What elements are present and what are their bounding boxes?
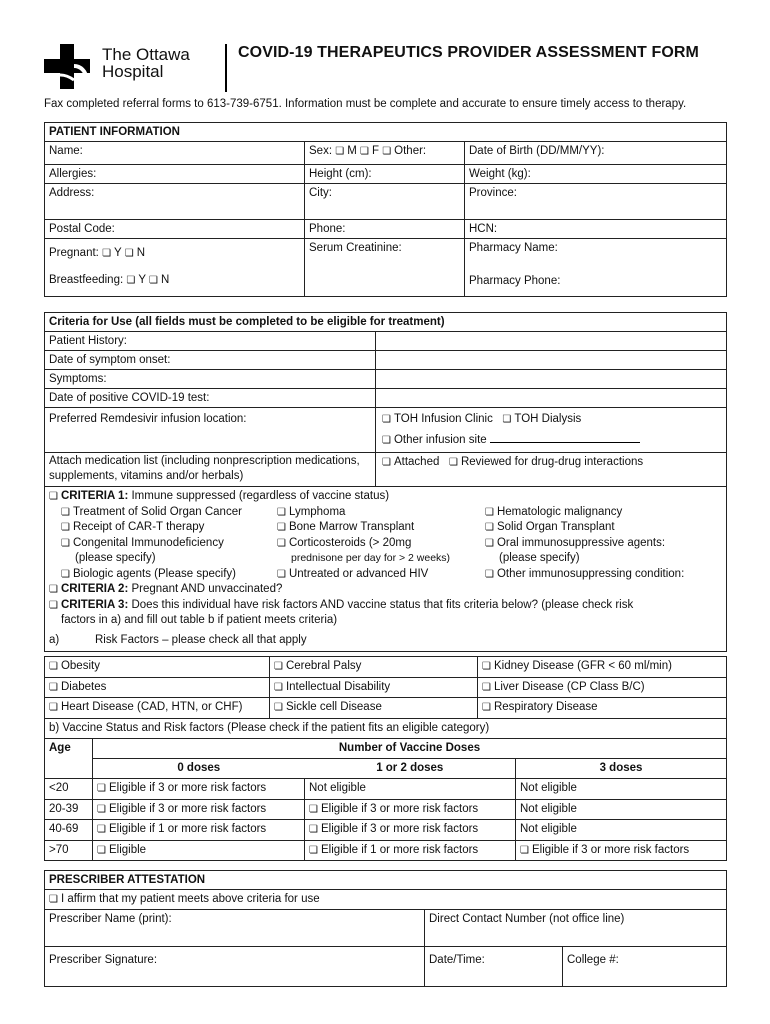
patient-history-label: Patient History: <box>45 332 376 351</box>
reviewed-checkbox[interactable]: ❏ Reviewed for drug-drug interactions <box>449 456 643 468</box>
sex-label: Sex: <box>309 145 333 157</box>
patient-info-heading: PATIENT INFORMATION <box>45 123 727 142</box>
infusion-location-options <box>376 408 727 453</box>
risk-cerebral-palsy-checkbox[interactable]: ❏ Cerebral Palsy <box>270 657 478 678</box>
contact-number-field[interactable]: Direct Contact Number (not office line) <box>425 910 727 947</box>
criteria1-text: Immune suppressed (regardless of vaccine status) <box>131 490 390 502</box>
patient-info-table <box>44 122 727 297</box>
doses-header: Number of Vaccine Doses <box>93 739 727 759</box>
vaccine-heading: b) Vaccine Status and Risk factors (Please check if the patient fits an eligible category) <box>45 718 727 738</box>
college-field[interactable]: College #: <box>563 947 727 987</box>
other-site-line[interactable] <box>490 432 640 443</box>
pregnant-yes-checkbox[interactable]: ❏ Y <box>102 247 121 259</box>
vaccine-cell-c2[interactable]: ❏ Eligible if 3 or more risk factors <box>516 840 727 861</box>
vaccine-cell-c1[interactable]: ❏ Eligible if 3 or more risk factors <box>305 799 516 820</box>
criteria-heading: Criteria for Use (all fields must be completed to be eligible for treatment) <box>45 313 727 332</box>
toh-clinic-checkbox[interactable]: ❏ TOH Infusion Clinic <box>382 413 493 425</box>
dose-col-1: 1 or 2 doses <box>305 759 516 779</box>
criteria-block <box>45 487 727 652</box>
symptom-onset-label: Date of symptom onset: <box>45 351 376 370</box>
pregnant-no-checkbox[interactable]: ❏ N <box>125 247 145 259</box>
criteria-table <box>44 312 727 652</box>
vaccine-age: <20 <box>45 779 93 800</box>
criteria2-text: Pregnant AND unvaccinated? <box>131 583 283 596</box>
infusion-location-label: Preferred Remdesivir infusion location: <box>45 408 376 453</box>
symptoms-input[interactable] <box>376 370 727 389</box>
criteria3-text2: factors in a) and fill out table b if patient meets criteria) <box>61 614 338 627</box>
risk-factors-table <box>44 656 727 739</box>
other-immuno-checkbox[interactable]: ❏ Other immunosuppressing condition: <box>485 567 684 583</box>
vaccine-cell-c0[interactable]: ❏ Eligible if 1 or more risk factors <box>93 820 305 841</box>
address-field[interactable]: Address: <box>45 184 305 220</box>
hospital-logo <box>44 44 214 89</box>
height-field[interactable]: Height (cm): <box>305 165 465 184</box>
prescriber-heading: PRESCRIBER ATTESTATION <box>45 871 727 890</box>
risk-heading: Risk Factors – please check all that apply <box>95 633 307 646</box>
pharmacy-name-field[interactable]: Pharmacy Name: <box>469 242 558 254</box>
allergies-field[interactable]: Allergies: <box>45 165 305 184</box>
signature-field[interactable]: Prescriber Signature: <box>45 947 425 987</box>
hematologic-checkbox[interactable]: ❏ Hematologic malignancy <box>485 505 665 521</box>
positive-test-input[interactable] <box>376 389 727 408</box>
vaccine-cell-c1[interactable]: ❏ Eligible if 3 or more risk factors <box>305 820 516 841</box>
vaccine-cell-c1[interactable]: ❏ Eligible if 1 or more risk factors <box>305 840 516 861</box>
name-field[interactable]: Name: <box>45 142 305 165</box>
criteria3-text: Does this individual have risk factors AND vaccine status that fits criteria below? (please check risk <box>131 598 634 611</box>
age-header: Age <box>45 739 93 779</box>
prescriber-name-field[interactable]: Prescriber Name (print): <box>45 910 425 947</box>
congenital-immunodeficiency-checkbox[interactable]: ❏ Congenital Immunodeficiency <box>61 536 242 552</box>
other-site-checkbox[interactable]: ❏ Other infusion site <box>382 434 487 446</box>
solid-organ-transplant-checkbox[interactable]: ❏ Solid Organ Transplant <box>485 520 665 536</box>
risk-liver-checkbox[interactable]: ❏ Liver Disease (CP Class B/C) <box>478 677 727 698</box>
vaccine-row <box>45 840 727 861</box>
car-t-checkbox[interactable]: ❏ Receipt of CAR-T therapy <box>61 520 242 536</box>
vaccine-cell-c0[interactable]: ❏ Eligible <box>93 840 305 861</box>
city-field[interactable]: City: <box>305 184 465 220</box>
dose-col-0: 0 doses <box>93 759 305 779</box>
datetime-field[interactable]: Date/Time: <box>425 947 563 987</box>
criteria2-label: CRITERIA 2: <box>60 583 129 596</box>
vaccine-cell-c0[interactable]: ❏ Eligible if 3 or more risk factors <box>93 799 305 820</box>
vaccine-cell-c1: Not eligible <box>305 779 516 800</box>
sex-field[interactable] <box>305 142 465 165</box>
breastfeeding-label: Breastfeeding: <box>49 274 124 286</box>
positive-test-label: Date of positive COVID-19 test: <box>45 389 376 408</box>
patient-history-input[interactable] <box>376 332 727 351</box>
oral-specify: (please specify) <box>499 552 580 565</box>
sex-other-checkbox[interactable]: ❏ Other: <box>382 145 426 157</box>
biologic-checkbox[interactable]: ❏ Biologic agents (Please specify) <box>61 567 236 583</box>
province-field[interactable]: Province: <box>465 184 727 220</box>
serum-field[interactable]: Serum Creatinine: <box>305 239 465 297</box>
corticosteroids-detail: prednisone per day for > 2 weeks) <box>291 552 451 565</box>
dob-field[interactable]: Date of Birth (DD/MM/YY): <box>465 142 727 165</box>
vaccine-cell-c2: Not eligible <box>516 799 727 820</box>
risk-respiratory-checkbox[interactable]: ❏ Respiratory Disease <box>478 698 727 719</box>
fax-note: Fax completed referral forms to 613-739-6751. Information must be complete and accurate to ensure timely access to therapy. <box>44 98 687 110</box>
risk-a-label: a) <box>49 633 60 646</box>
sex-m-checkbox[interactable]: ❏ M <box>335 145 357 157</box>
criteria3-label: CRITERIA 3: <box>60 598 129 611</box>
med-list-options <box>376 453 727 487</box>
weight-field[interactable]: Weight (kg): <box>465 165 727 184</box>
dose-col-2: 3 doses <box>516 759 727 779</box>
vaccine-cell-c2: Not eligible <box>516 779 727 800</box>
vaccine-age: >70 <box>45 840 93 861</box>
logo-line2: Hospital <box>102 62 164 81</box>
attached-checkbox[interactable]: ❏ Attached <box>382 456 439 468</box>
vaccine-age: 20-39 <box>45 799 93 820</box>
lymphoma-checkbox[interactable]: ❏ Lymphoma <box>277 505 450 521</box>
vaccine-cell-c0[interactable]: ❏ Eligible if 3 or more risk factors <box>93 779 305 800</box>
risk-heart-checkbox[interactable]: ❏ Heart Disease (CAD, HTN, or CHF) <box>45 698 270 719</box>
solid-organ-cancer-checkbox[interactable]: ❏ Treatment of Solid Organ Cancer <box>61 505 242 521</box>
breastfeeding-yes-checkbox[interactable]: ❏ Y <box>126 274 145 286</box>
header-divider <box>225 44 227 92</box>
pregnant-label: Pregnant: <box>49 247 99 259</box>
risk-intellectual-checkbox[interactable]: ❏ Intellectual Disability <box>270 677 478 698</box>
prescriber-table <box>44 870 727 987</box>
corticosteroids-checkbox[interactable]: ❏ Corticosteroids (> 20mg <box>277 536 450 552</box>
affirm-checkbox[interactable]: ❏ I affirm that my patient meets above criteria for use <box>45 890 727 910</box>
vaccine-row <box>45 799 727 820</box>
risk-kidney-checkbox[interactable]: ❏ Kidney Disease (GFR < 60 ml/min) <box>478 657 727 678</box>
breastfeeding-no-checkbox[interactable]: ❏ N <box>149 274 169 286</box>
form-title: COVID-19 THERAPEUTICS PROVIDER ASSESSMENT FORM <box>238 44 699 61</box>
vaccine-cell-c2: Not eligible <box>516 820 727 841</box>
pregnancy-cell <box>45 239 305 297</box>
criteria1-checkbox[interactable] <box>49 490 61 502</box>
hiv-checkbox[interactable]: ❏ Untreated or advanced HIV <box>277 567 428 583</box>
pharmacy-cell <box>465 239 727 297</box>
postal-field[interactable]: Postal Code: <box>45 220 305 239</box>
hospital-cross-icon <box>44 44 96 89</box>
pharmacy-phone-field[interactable]: Pharmacy Phone: <box>469 275 561 287</box>
criteria3-checkbox[interactable] <box>49 599 61 611</box>
criteria1-label: CRITERIA 1: <box>60 490 129 502</box>
criteria2-checkbox[interactable] <box>49 583 61 595</box>
risk-obesity-checkbox[interactable]: ❏ Obesity <box>45 657 270 678</box>
hcn-field[interactable]: HCN: <box>465 220 727 239</box>
bone-marrow-checkbox[interactable]: ❏ Bone Marrow Transplant <box>277 520 450 536</box>
risk-sickle-cell-checkbox[interactable]: ❏ Sickle cell Disease <box>270 698 478 719</box>
symptom-onset-input[interactable] <box>376 351 727 370</box>
symptoms-label: Symptoms: <box>45 370 376 389</box>
vaccine-row <box>45 820 727 841</box>
congenital-specify: (please specify) <box>75 552 156 565</box>
vaccine-age: 40-69 <box>45 820 93 841</box>
oral-immunosuppressive-checkbox[interactable]: ❏ Oral immunosuppressive agents: <box>485 536 665 552</box>
vaccine-row <box>45 779 727 800</box>
sex-f-checkbox[interactable]: ❏ F <box>360 145 379 157</box>
toh-dialysis-checkbox[interactable]: ❏ TOH Dialysis <box>502 413 581 425</box>
risk-diabetes-checkbox[interactable]: ❏ Diabetes <box>45 677 270 698</box>
phone-field[interactable]: Phone: <box>305 220 465 239</box>
logo-line1: The Ottawa <box>102 45 190 64</box>
vaccine-table <box>44 738 727 861</box>
med-list-label: Attach medication list (including nonprescription medications, supplements, vitamins and/or herbals) <box>45 453 376 487</box>
